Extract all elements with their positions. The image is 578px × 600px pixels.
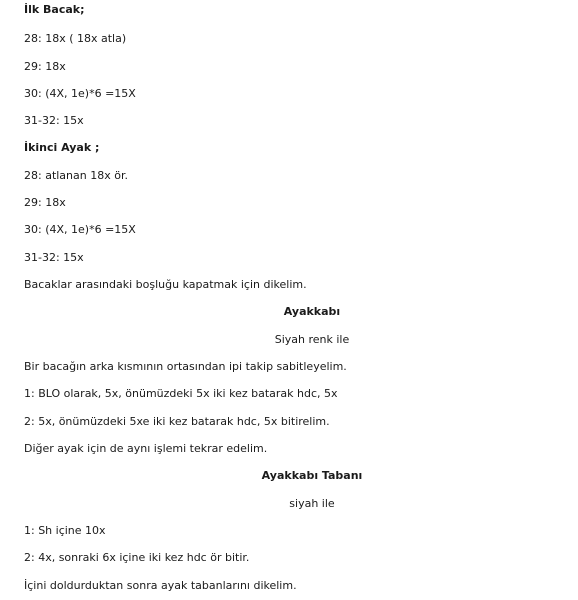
instruction-row: 29: 18x (24, 60, 66, 73)
section-heading-ayakkabi-tabani: Ayakkabı Tabanı (261, 469, 363, 482)
instruction-row: 1: Sh içine 10x (24, 524, 106, 537)
section-heading-ikinci-ayak: İkinci Ayak ; (24, 141, 100, 154)
instruction-row: 28: 18x ( 18x atla) (24, 32, 127, 45)
instruction-row: 28: atlanan 18x ör. (24, 169, 128, 182)
section-subheading: Siyah renk ile (274, 333, 350, 346)
section-heading-ilk-bacak: İlk Bacak; (24, 3, 85, 16)
instruction-row: 31-32: 15x (24, 114, 84, 127)
section-subheading: siyah ile (289, 497, 335, 510)
section-heading-ayakkabi: Ayakkabı (283, 305, 341, 318)
instruction-row: 30: (4X, 1e)*6 =15X (24, 223, 136, 236)
instruction-row: 31-32: 15x (24, 251, 84, 264)
instruction-note: Bacaklar arasındaki boşluğu kapatmak için dikelim. (24, 278, 307, 291)
instruction-row: 2: 5x, önümüzdeki 5xe iki kez batarak hdc, 5x bitirelim. (24, 415, 330, 428)
instruction-note: İçini doldurduktan sonra ayak tabanlarını dikelim. (24, 579, 297, 592)
instruction-row: 1: BLO olarak, 5x, önümüzdeki 5x iki kez batarak hdc, 5x (24, 387, 338, 400)
instruction-row: 2: 4x, sonraki 6x içine iki kez hdc ör bitir. (24, 551, 250, 564)
instruction-note: Diğer ayak için de aynı işlemi tekrar edelim. (24, 442, 268, 455)
instruction-row: 29: 18x (24, 196, 66, 209)
instruction-note: Bir bacağın arka kısmının ortasından ipi takip sabitleyelim. (24, 360, 347, 373)
instruction-row: 30: (4X, 1e)*6 =15X (24, 87, 136, 100)
